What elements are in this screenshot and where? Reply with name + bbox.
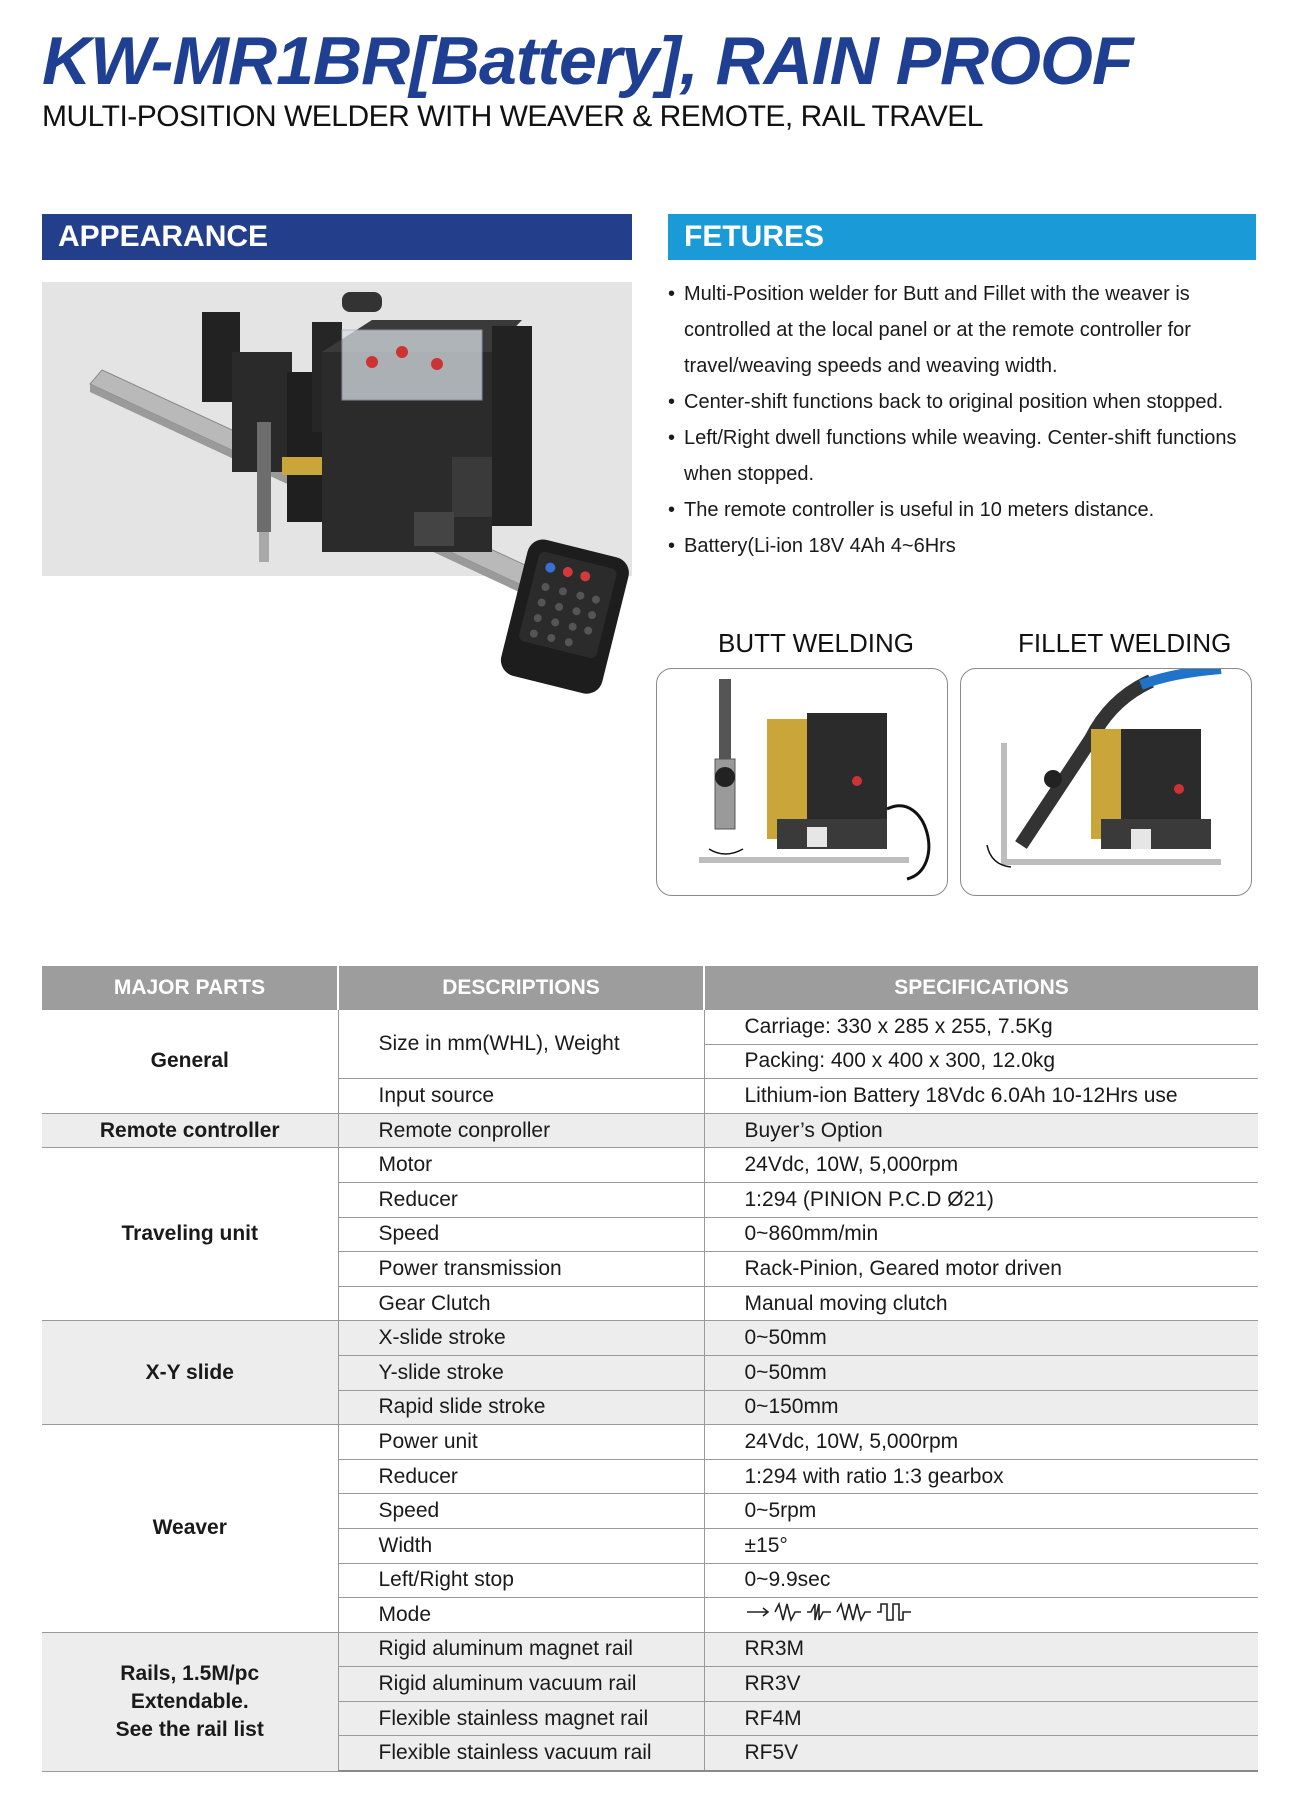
spec-input-source: Lithium-ion Battery 18Vdc 6.0Ah 10-12Hrs use <box>704 1079 1258 1114</box>
spec-weaver-reducer: 1:294 with ratio 1:3 gearbox <box>704 1459 1258 1494</box>
feature-item: • Multi-Position welder for Butt and Fillet with the weaver is controlled at the local panel or at the remote controller for travel/weaving speeds and weaving width. <box>668 276 1258 384</box>
header-major-parts: MAJOR PARTS <box>42 966 338 1010</box>
desc-gear-clutch: Gear Clutch <box>338 1286 704 1321</box>
header-descriptions: DESCRIPTIONS <box>338 966 704 1010</box>
spec-carriage: Carriage: 330 x 285 x 255, 7.5Kg <box>704 1010 1258 1044</box>
specifications-table <box>42 966 1258 1772</box>
desc-remote-controller: Remote conproller <box>338 1113 704 1148</box>
desc-rr3v: Rigid aluminum vacuum rail <box>338 1667 704 1702</box>
feature-item: • Center-shift functions back to original position when stopped. <box>668 384 1258 420</box>
spec-weaver-speed: 0~5rpm <box>704 1494 1258 1529</box>
spec-packing: Packing: 400 x 400 x 300, 12.0kg <box>704 1044 1258 1079</box>
spec-y-slide: 0~50mm <box>704 1355 1258 1390</box>
butt-welding-title: BUTT WELDING <box>718 628 914 658</box>
group-xy-slide: X-Y slide <box>42 1321 338 1425</box>
spec-x-slide: 0~50mm <box>704 1321 1258 1356</box>
spec-mode <box>704 1598 1258 1633</box>
butt-welding-illustration <box>657 669 947 895</box>
desc-rf4m: Flexible stainless magnet rail <box>338 1701 704 1736</box>
fillet-welding-title: FILLET WELDING <box>1018 628 1232 658</box>
group-remote-controller: Remote controller <box>42 1113 338 1148</box>
fillet-welding-image <box>960 668 1252 896</box>
desc-speed: Speed <box>338 1217 704 1252</box>
product-title: KW-MR1BR[Battery], RAIN PROOF <box>42 23 1133 99</box>
desc-y-slide: Y-slide stroke <box>338 1355 704 1390</box>
desc-mode: Mode <box>338 1598 704 1633</box>
spec-power-unit: 24Vdc, 10W, 5,000rpm <box>704 1425 1258 1460</box>
desc-rr3m: Rigid aluminum magnet rail <box>338 1632 704 1667</box>
remote-controller-illustration <box>492 540 632 700</box>
spec-gear-clutch: Manual moving clutch <box>704 1286 1258 1321</box>
desc-weaver-speed: Speed <box>338 1494 704 1529</box>
features-list <box>668 276 1258 564</box>
feature-item: • Left/Right dwell functions while weaving. Center-shift functions when stopped. <box>668 420 1258 492</box>
desc-power-unit: Power unit <box>338 1425 704 1460</box>
group-weaver: Weaver <box>42 1425 338 1633</box>
desc-x-slide: X-slide stroke <box>338 1321 704 1356</box>
desc-motor: Motor <box>338 1148 704 1183</box>
fillet-welding-illustration <box>961 669 1251 895</box>
spec-motor: 24Vdc, 10W, 5,000rpm <box>704 1148 1258 1183</box>
feature-item: • Battery(Li-ion 18V 4Ah 4~6Hrs <box>668 528 1258 564</box>
features-header: FETURES <box>668 214 1256 260</box>
spec-rapid-slide: 0~150mm <box>704 1390 1258 1425</box>
desc-rapid-slide: Rapid slide stroke <box>338 1390 704 1425</box>
product-photo <box>42 282 632 576</box>
spec-width: ±15° <box>704 1528 1258 1563</box>
group-rails: Rails, 1.5M/pc Extendable. See the rail list <box>42 1632 338 1771</box>
feature-item: • The remote controller is useful in 10 meters distance. <box>668 492 1258 528</box>
butt-welding-image <box>656 668 948 896</box>
desc-width: Width <box>338 1528 704 1563</box>
desc-rf5v: Flexible stainless vacuum rail <box>338 1736 704 1771</box>
spec-rf4m: RF4M <box>704 1701 1258 1736</box>
desc-power-transmission: Power transmission <box>338 1252 704 1287</box>
desc-weaver-reducer: Reducer <box>338 1459 704 1494</box>
spec-rf5v: RF5V <box>704 1736 1258 1771</box>
appearance-header: APPEARANCE <box>42 214 632 260</box>
desc-left-right-stop: Left/Right stop <box>338 1563 704 1598</box>
spec-speed: 0~860mm/min <box>704 1217 1258 1252</box>
desc-reducer: Reducer <box>338 1182 704 1217</box>
header-specifications: SPECIFICATIONS <box>704 966 1258 1010</box>
spec-rr3m: RR3M <box>704 1632 1258 1667</box>
desc-input-source: Input source <box>338 1079 704 1114</box>
spec-reducer: 1:294 (PINION P.C.D Ø21) <box>704 1182 1258 1217</box>
weave-mode-icon <box>745 1600 915 1624</box>
product-subtitle: MULTI-POSITION WELDER WITH WEAVER & REMOTE, RAIL TRAVEL <box>42 100 983 133</box>
desc-size-weight: Size in mm(WHL), Weight <box>338 1010 704 1079</box>
spec-power-transmission: Rack-Pinion, Geared motor driven <box>704 1252 1258 1287</box>
group-general: General <box>42 1010 338 1113</box>
group-traveling-unit: Traveling unit <box>42 1148 338 1321</box>
spec-rr3v: RR3V <box>704 1667 1258 1702</box>
spec-remote-controller: Buyer’s Option <box>704 1113 1258 1148</box>
spec-left-right-stop: 0~9.9sec <box>704 1563 1258 1598</box>
